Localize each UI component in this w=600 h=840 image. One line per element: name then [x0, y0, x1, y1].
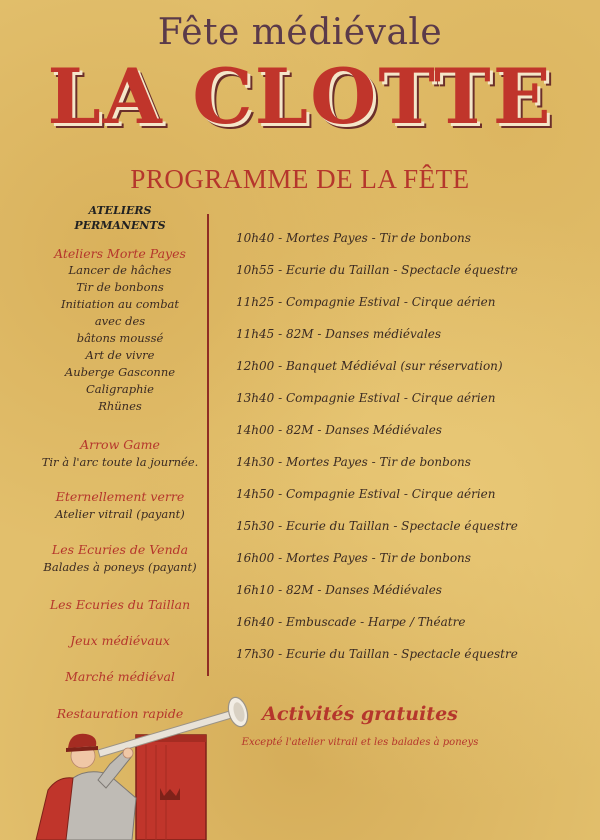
schedule-item: 10h40 - Mortes Payes - Tir de bonbons	[236, 231, 471, 245]
list-item: Caligraphie	[86, 382, 154, 396]
marche-title: Marché médiéval	[65, 669, 175, 684]
eternellement-title: Eternellement verre	[55, 489, 185, 504]
eternellement-desc: Atelier vitrail (payant)	[55, 507, 185, 521]
cape	[36, 778, 73, 840]
ateliers-heading: ATELIERS	[88, 204, 152, 217]
title-main: LA CLOTTE	[47, 52, 553, 141]
schedule-item: 16h00 - Mortes Payes - Tir de bonbons	[236, 551, 471, 565]
arrow-game-desc: Tir à l'arc toute la journée.	[41, 455, 199, 469]
list-item: Lancer de hâches	[68, 263, 172, 277]
morte-payes-title: Ateliers Morte Payes	[54, 246, 186, 261]
ecuries-venda-desc: Balades à poneys (payant)	[43, 560, 197, 574]
schedule-item: 17h30 - Ecurie du Taillan - Spectacle équestre	[236, 647, 518, 661]
schedule-item: 14h00 - 82M - Danses Médiévales	[236, 423, 442, 437]
schedule-item: 12h00 - Banquet Médiéval (sur réservation)	[236, 359, 503, 373]
free-activities-title: Activités gratuites	[262, 703, 458, 725]
schedule-item: 15h30 - Ecurie du Taillan - Spectacle équestre	[236, 519, 518, 533]
free-activities-note: Excepté l'atelier vitrail et les balades à poneys	[241, 737, 479, 748]
hat	[68, 734, 96, 748]
schedule-item: 11h25 - Compagnie Estival - Cirque aérien	[236, 295, 496, 309]
list-item: bâtons moussé	[76, 331, 164, 345]
column-divider	[207, 214, 209, 676]
arrow-game-title: Arrow Game	[80, 437, 160, 452]
schedule-item: 14h50 - Compagnie Estival - Cirque aérien	[236, 487, 496, 501]
schedule-item: 14h30 - Mortes Payes - Tir de bonbons	[236, 455, 471, 469]
list-item: avec des	[94, 314, 146, 328]
list-item: Tir de bonbons	[76, 280, 164, 294]
subtitle: PROGRAMME DE LA FÊTE	[130, 164, 470, 194]
list-item: Auberge Gasconne	[64, 365, 176, 379]
ateliers-heading: PERMANENTS	[74, 219, 166, 232]
list-item: Initiation au combat	[60, 297, 180, 311]
list-item: Rhünes	[98, 399, 142, 413]
schedule-item: 16h40 - Embuscade - Harpe / Théatre	[236, 615, 466, 629]
schedule-item: 10h55 - Ecurie du Taillan - Spectacle équestre	[236, 263, 518, 277]
list-item: Art de vivre	[85, 348, 155, 362]
schedule-item: 11h45 - 82M - Danses médiévales	[236, 327, 442, 341]
ecuries-taillan-title: Les Ecuries du Taillan	[49, 597, 191, 612]
herald-trumpeter-illustration	[28, 690, 268, 840]
title-top: Fête médiévale	[157, 12, 443, 53]
schedule-item: 16h10 - 82M - Danses Médiévales	[236, 583, 442, 597]
jeux-title: Jeux médiévaux	[70, 633, 170, 648]
ecuries-venda-title: Les Ecuries de Venda	[51, 542, 189, 557]
schedule-item: 13h40 - Compagnie Estival - Cirque aérien	[236, 391, 496, 405]
restauration-title: Restauration rapide	[56, 706, 184, 721]
